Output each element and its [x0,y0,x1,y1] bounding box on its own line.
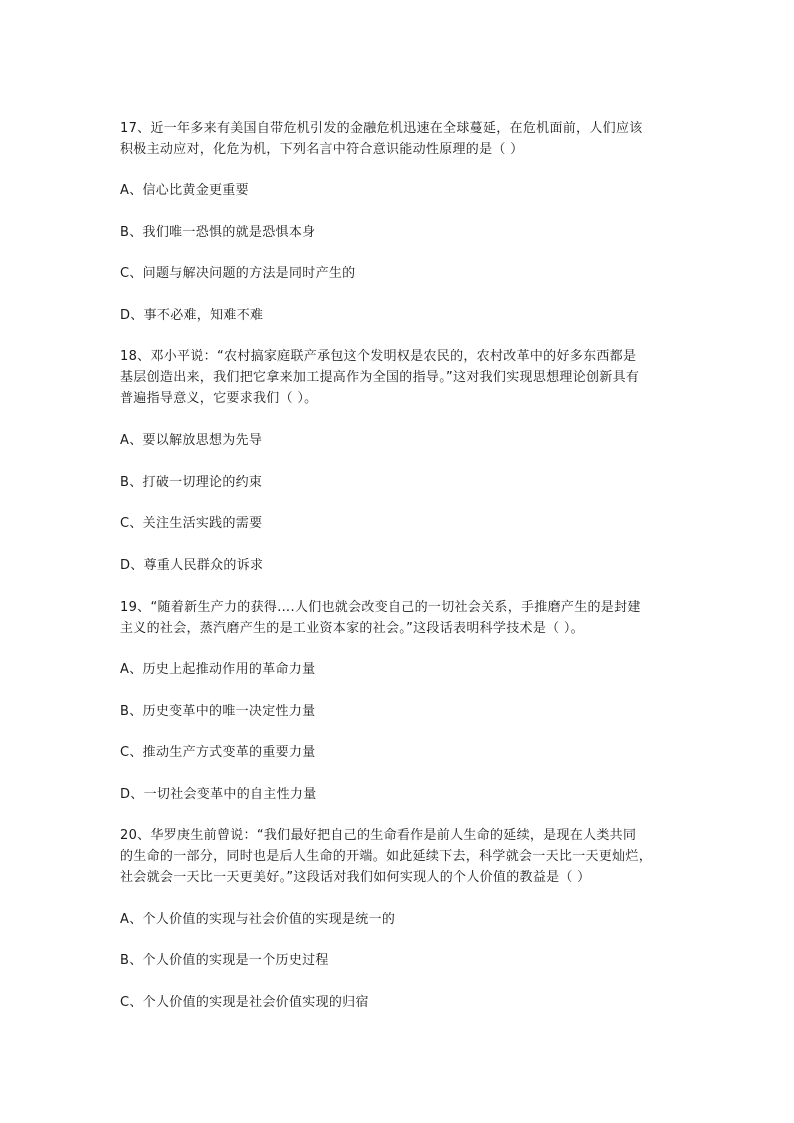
question-18-option-a: A、要以解放思想为先导 [120,433,263,448]
question-19-stem [120,597,680,639]
question-20-option-b: B、个人价值的实现是一个历史过程 [120,953,329,968]
question-text-line: 普遍指导意义，它要求我们（ ）。 [120,391,318,406]
question-18-option-d: D、尊重人民群众的诉求 [120,558,264,573]
question-18-option-b: B、打破一切理论的约束 [120,475,263,490]
question-17-option-d: D、事不必难，知难不难 [120,308,264,323]
question-text-line: 积极主动应对，化危为机，下列名言中符合意识能动性原理的是（ ） [120,142,524,157]
question-17-option-c: C、问题与解决问题的方法是同时产生的 [120,266,356,281]
question-text-line: 19、“随着新生产力的获得….人们也就会改变自己的一切社会关系，手推磨产生的是封建 [120,600,641,615]
question-19-option-d: D、一切社会变革中的自主性力量 [120,787,317,802]
question-text-line: 社会就会一天比一天更美好。”这段话对我们如何实现人的个人价值的教益是（ ） [120,870,591,885]
question-19-option-b: B、历史变革中的唯一决定性力量 [120,704,316,719]
question-text-line: 20、华罗庚生前曾说：“我们最好把自己的生命看作是前人生命的延续，是现在人类共同 [120,828,637,843]
question-text-line: 17、近一年多来有美国自带危机引发的金融危机迅速在全球蔓延，在危机面前，人们应该 [120,121,643,136]
question-20-option-c: C、个人价值的实现是社会价值实现的归宿 [120,995,369,1010]
question-17-option-a: A、信心比黄金更重要 [120,183,249,198]
question-text-line: 主义的社会，蒸汽磨产生的是工业资本家的社会。”这段话表明科学技术是（ ）。 [120,621,584,636]
question-20-stem [120,825,680,888]
question-19-option-c: C、推动生产方式变革的重要力量 [120,745,316,760]
question-17-stem [120,118,680,160]
question-text-line: 基层创造出来，我们把它拿来加工提高作为全国的指导。”这对我们实现思想理论创新具有 [120,370,640,385]
question-19-option-a: A、历史上起推动作用的革命力量 [120,662,316,677]
question-18-stem [120,346,680,409]
question-text-line: 的生命的一部分，同时也是后人生命的开端。如此延续下去，科学就会一天比一天更灿烂， [120,849,653,864]
question-text-line: 18、邓小平说：“农村搞家庭联产承包这个发明权是农民的，农村改革中的好多东西都是 [120,349,637,364]
question-17-option-b: B、我们唯一恐惧的就是恐惧本身 [120,225,316,240]
question-20-option-a: A、个人价值的实现与社会价值的实现是统一的 [120,912,396,927]
question-18-option-c: C、关注生活实践的需要 [120,516,263,531]
